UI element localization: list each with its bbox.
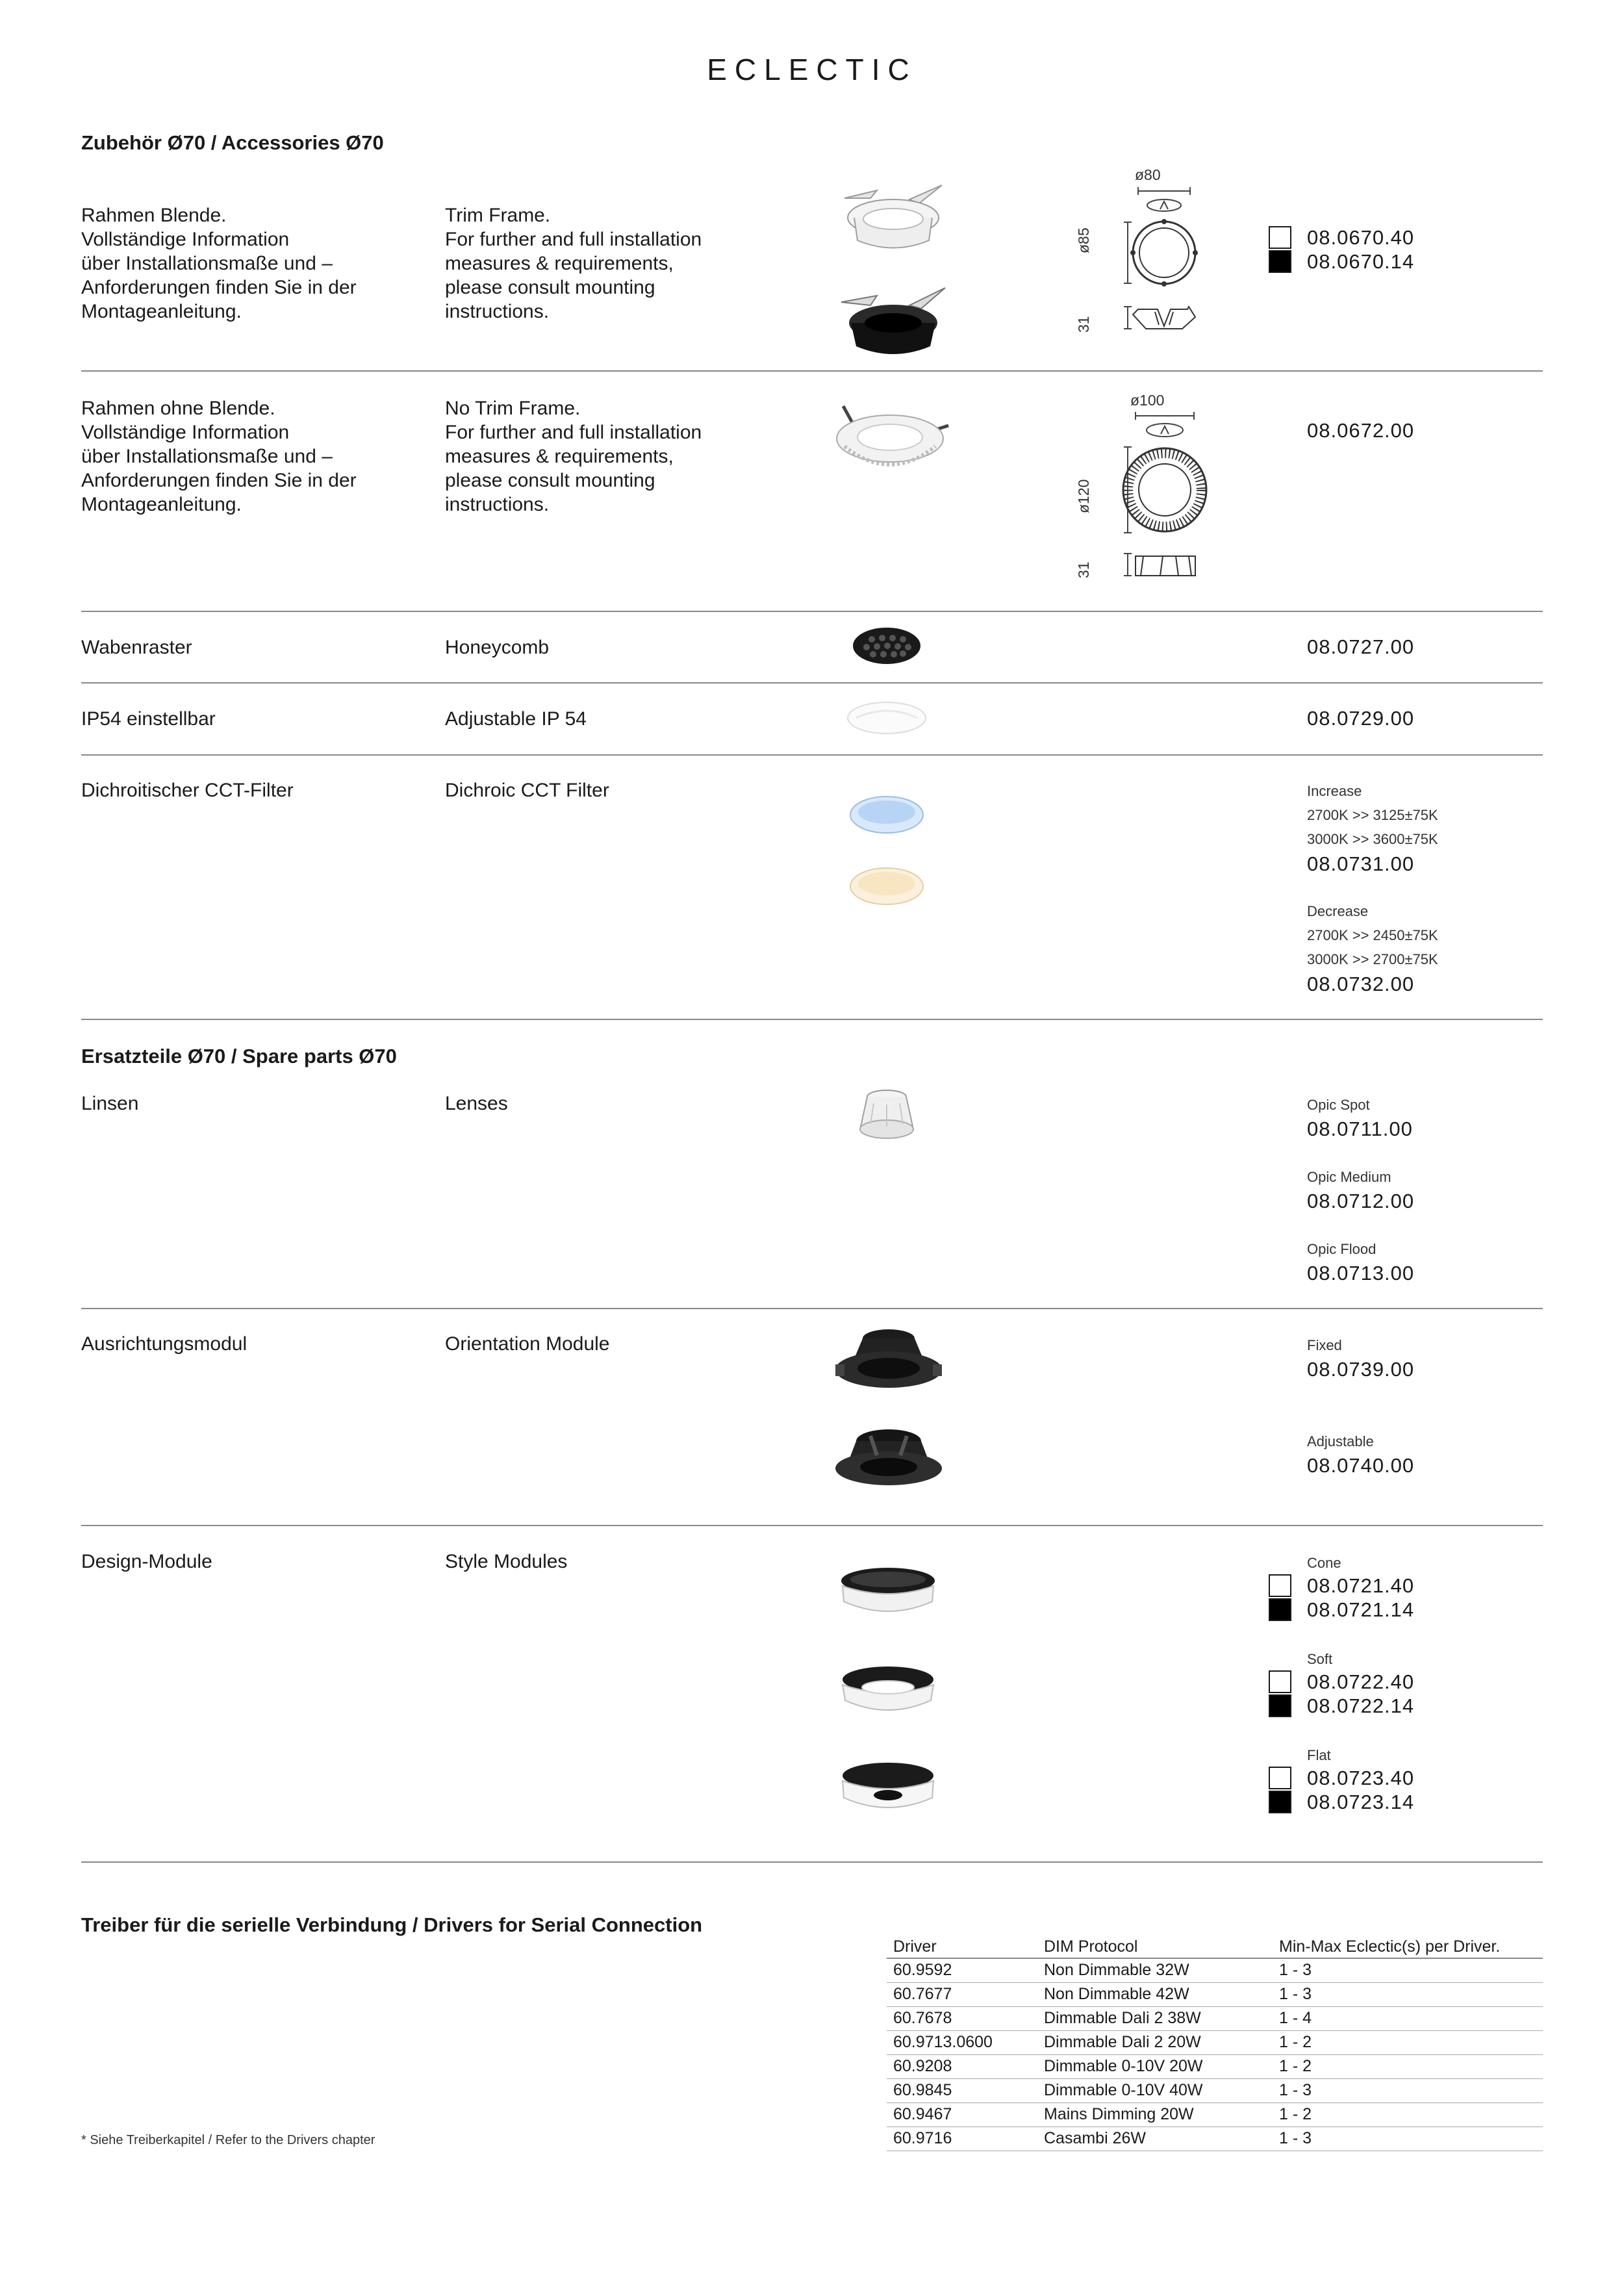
table-row xyxy=(887,1958,1543,1982)
dim-protocol: Dimmable Dali 2 20W xyxy=(1037,2030,1273,2054)
dim-protocol: Dimmable 0-10V 20W xyxy=(1037,2054,1273,2078)
ip54-label-de: IP54 einstellbar xyxy=(81,708,216,730)
table-row xyxy=(887,2006,1543,2030)
product-code: 08.0721.40 xyxy=(1307,1574,1415,1597)
style-cone-image xyxy=(835,1563,942,1624)
min-max: 1 - 2 xyxy=(1273,2054,1543,2078)
lenses-label-de: Linsen xyxy=(81,1093,139,1114)
style-modules-label-de: Design-Module xyxy=(81,1551,212,1572)
trim-frame-technical-drawing xyxy=(1104,182,1208,338)
product-code: 08.0727.00 xyxy=(1307,635,1415,658)
row-divider xyxy=(81,1861,1543,1863)
color-swatch-white xyxy=(1269,1767,1291,1789)
dim-protocol: Non Dimmable 42W xyxy=(1037,1982,1273,2006)
dim-protocol: Dimmable Dali 2 38W xyxy=(1037,2006,1273,2030)
orientation-fixed-label: Fixed xyxy=(1307,1337,1342,1353)
lens-medium-label: Opic Medium xyxy=(1307,1169,1391,1185)
cct-filter-label-en: Dichroic CCT Filter xyxy=(445,780,609,801)
lens-image xyxy=(851,1084,922,1149)
orientation-adjustable-image xyxy=(831,1416,945,1491)
min-max: 1 - 2 xyxy=(1273,2030,1543,2054)
dim-protocol: Non Dimmable 32W xyxy=(1037,1958,1273,1982)
driver-code: 60.7678 xyxy=(887,2006,1037,2030)
cct-decrease-label: Decrease xyxy=(1307,903,1369,919)
product-code: 08.0722.40 xyxy=(1307,1670,1415,1693)
lenses-label-en: Lenses xyxy=(445,1093,508,1114)
table-row xyxy=(887,1982,1543,2006)
min-max: 1 - 3 xyxy=(1273,2127,1543,2151)
style-flat-image xyxy=(835,1757,942,1819)
cct-increase-label: Increase xyxy=(1307,783,1362,799)
style-cone-label: Cone xyxy=(1307,1555,1341,1571)
cct-increase-spec-2: 3000K >> 3600±75K xyxy=(1307,831,1438,847)
drivers-table xyxy=(887,1936,1543,2151)
trim-frame-dimension-height: 31 xyxy=(1075,316,1092,333)
cct-increase-spec-1: 2700K >> 3125±75K xyxy=(1307,807,1438,823)
min-max: 1 - 3 xyxy=(1273,1982,1543,2006)
no-trim-frame-dimension-side: ø120 xyxy=(1075,479,1092,513)
row-divider xyxy=(81,754,1543,756)
product-code: 08.0729.00 xyxy=(1307,707,1415,730)
style-soft-label: Soft xyxy=(1307,1651,1333,1667)
min-max: 1 - 3 xyxy=(1273,1958,1543,1982)
driver-code: 60.9845 xyxy=(887,2078,1037,2102)
product-code: 08.0670.14 xyxy=(1307,250,1415,273)
driver-code: 60.9716 xyxy=(887,2127,1037,2151)
column-header-dim-protocol: DIM Protocol xyxy=(1037,1936,1273,1958)
color-swatch-black xyxy=(1269,1598,1291,1621)
style-modules-label-en: Style Modules xyxy=(445,1551,568,1572)
row-divider xyxy=(81,611,1543,612)
no-trim-frame-description-de: Rahmen ohne Blende. Vollständige Information über Installationsmaße und – Anforderungen finden Sie in der Montageanleitung. xyxy=(81,398,357,515)
column-header-min-max: Min-Max Eclectic(s) per Driver. xyxy=(1273,1936,1543,1958)
lens-spot-label: Opic Spot xyxy=(1307,1097,1370,1113)
no-trim-frame-technical-drawing xyxy=(1098,409,1215,581)
min-max: 1 - 3 xyxy=(1273,2078,1543,2102)
honeycomb-label-de: Wabenraster xyxy=(81,637,192,658)
no-trim-frame-image xyxy=(825,393,955,484)
style-flat-label: Flat xyxy=(1307,1747,1331,1763)
product-code: 08.0722.14 xyxy=(1307,1694,1415,1717)
driver-code: 60.9467 xyxy=(887,2102,1037,2127)
cct-decrease-spec-2: 3000K >> 2700±75K xyxy=(1307,951,1438,967)
color-swatch-black xyxy=(1269,1791,1291,1813)
trim-frame-black-image xyxy=(831,276,955,361)
no-trim-frame-dimension-height: 31 xyxy=(1075,561,1092,578)
table-row xyxy=(887,2078,1543,2102)
trim-frame-description-en: Trim Frame. For further and full installation measures & requirements, please consult mounting instructions. xyxy=(445,205,702,322)
dim-protocol: Dimmable 0-10V 40W xyxy=(1037,2078,1273,2102)
cct-filter-blue-image xyxy=(848,793,926,838)
orientation-module-label-de: Ausrichtungsmodul xyxy=(81,1333,247,1355)
row-divider xyxy=(81,682,1543,683)
trim-frame-dimension-top: ø80 xyxy=(1135,166,1161,183)
product-code: 08.0739.00 xyxy=(1307,1358,1415,1381)
cct-filter-amber-image xyxy=(848,864,926,910)
min-max: 1 - 4 xyxy=(1273,2006,1543,2030)
product-code: 08.0723.14 xyxy=(1307,1791,1415,1813)
spare-parts-heading: Ersatzteile Ø70 / Spare parts Ø70 xyxy=(81,1045,397,1067)
cct-filter-label-de: Dichroitischer CCT-Filter xyxy=(81,780,294,801)
row-divider xyxy=(81,1308,1543,1309)
trim-frame-description-de: Rahmen Blende. Vollständige Information über Installationsmaße und – Anforderungen finden Sie in der Montageanleitung. xyxy=(81,205,357,322)
product-code: 08.0672.00 xyxy=(1307,419,1415,442)
product-code: 08.0731.00 xyxy=(1307,852,1415,875)
color-swatch-white xyxy=(1269,226,1291,249)
table-row xyxy=(887,2102,1543,2127)
row-divider xyxy=(81,1019,1543,1020)
dim-protocol: Mains Dimming 20W xyxy=(1037,2102,1273,2127)
product-code: 08.0713.00 xyxy=(1307,1262,1415,1284)
table-row xyxy=(887,2030,1543,2054)
trim-frame-white-image xyxy=(831,172,955,257)
table-row xyxy=(887,2127,1543,2151)
driver-code: 60.9592 xyxy=(887,1958,1037,1982)
product-code: 08.0740.00 xyxy=(1307,1454,1415,1477)
product-code: 08.0711.00 xyxy=(1307,1118,1413,1140)
drivers-footnote: * Siehe Treiberkapitel / Refer to the Drivers chapter xyxy=(81,2133,375,2147)
table-header-row xyxy=(887,1936,1543,1958)
row-divider xyxy=(81,370,1543,372)
min-max: 1 - 2 xyxy=(1273,2102,1543,2127)
product-code: 08.0732.00 xyxy=(1307,973,1415,995)
dim-protocol: Casambi 26W xyxy=(1037,2127,1273,2151)
driver-code: 60.9713.0600 xyxy=(887,2030,1037,2054)
trim-frame-dimension-side: ø85 xyxy=(1075,227,1092,253)
ip54-cover-image xyxy=(844,698,929,737)
orientation-module-label-en: Orientation Module xyxy=(445,1333,610,1355)
honeycomb-label-en: Honeycomb xyxy=(445,637,550,658)
orientation-adjustable-label: Adjustable xyxy=(1307,1433,1374,1450)
drivers-heading: Treiber für die serielle Verbindung / Drivers for Serial Connection xyxy=(81,1913,703,1936)
style-soft-image xyxy=(835,1660,942,1722)
no-trim-frame-description-en: No Trim Frame. For further and full installation measures & requirements, please consult mounting instructions. xyxy=(445,398,702,515)
no-trim-frame-dimension-top: ø100 xyxy=(1130,392,1165,409)
color-swatch-white xyxy=(1269,1574,1291,1597)
ip54-label-en: Adjustable IP 54 xyxy=(445,708,587,730)
driver-code: 60.9208 xyxy=(887,2054,1037,2078)
honeycomb-image xyxy=(851,625,922,667)
page-title: ECLECTIC xyxy=(707,53,917,86)
table-row xyxy=(887,2054,1543,2078)
orientation-fixed-image xyxy=(831,1319,945,1394)
color-swatch-white xyxy=(1269,1670,1291,1693)
driver-code: 60.7677 xyxy=(887,1982,1037,2006)
product-code: 08.0721.14 xyxy=(1307,1598,1415,1621)
color-swatch-black xyxy=(1269,1694,1291,1717)
row-divider xyxy=(81,1525,1543,1526)
lens-flood-label: Opic Flood xyxy=(1307,1241,1377,1257)
color-swatch-black xyxy=(1269,250,1291,273)
product-code: 08.0670.40 xyxy=(1307,226,1415,249)
cct-decrease-spec-1: 2700K >> 2450±75K xyxy=(1307,927,1438,943)
column-header-driver: Driver xyxy=(887,1936,1037,1958)
product-code: 08.0712.00 xyxy=(1307,1190,1415,1212)
product-code: 08.0723.40 xyxy=(1307,1767,1415,1789)
accessories-heading: Zubehör Ø70 / Accessories Ø70 xyxy=(81,131,384,154)
